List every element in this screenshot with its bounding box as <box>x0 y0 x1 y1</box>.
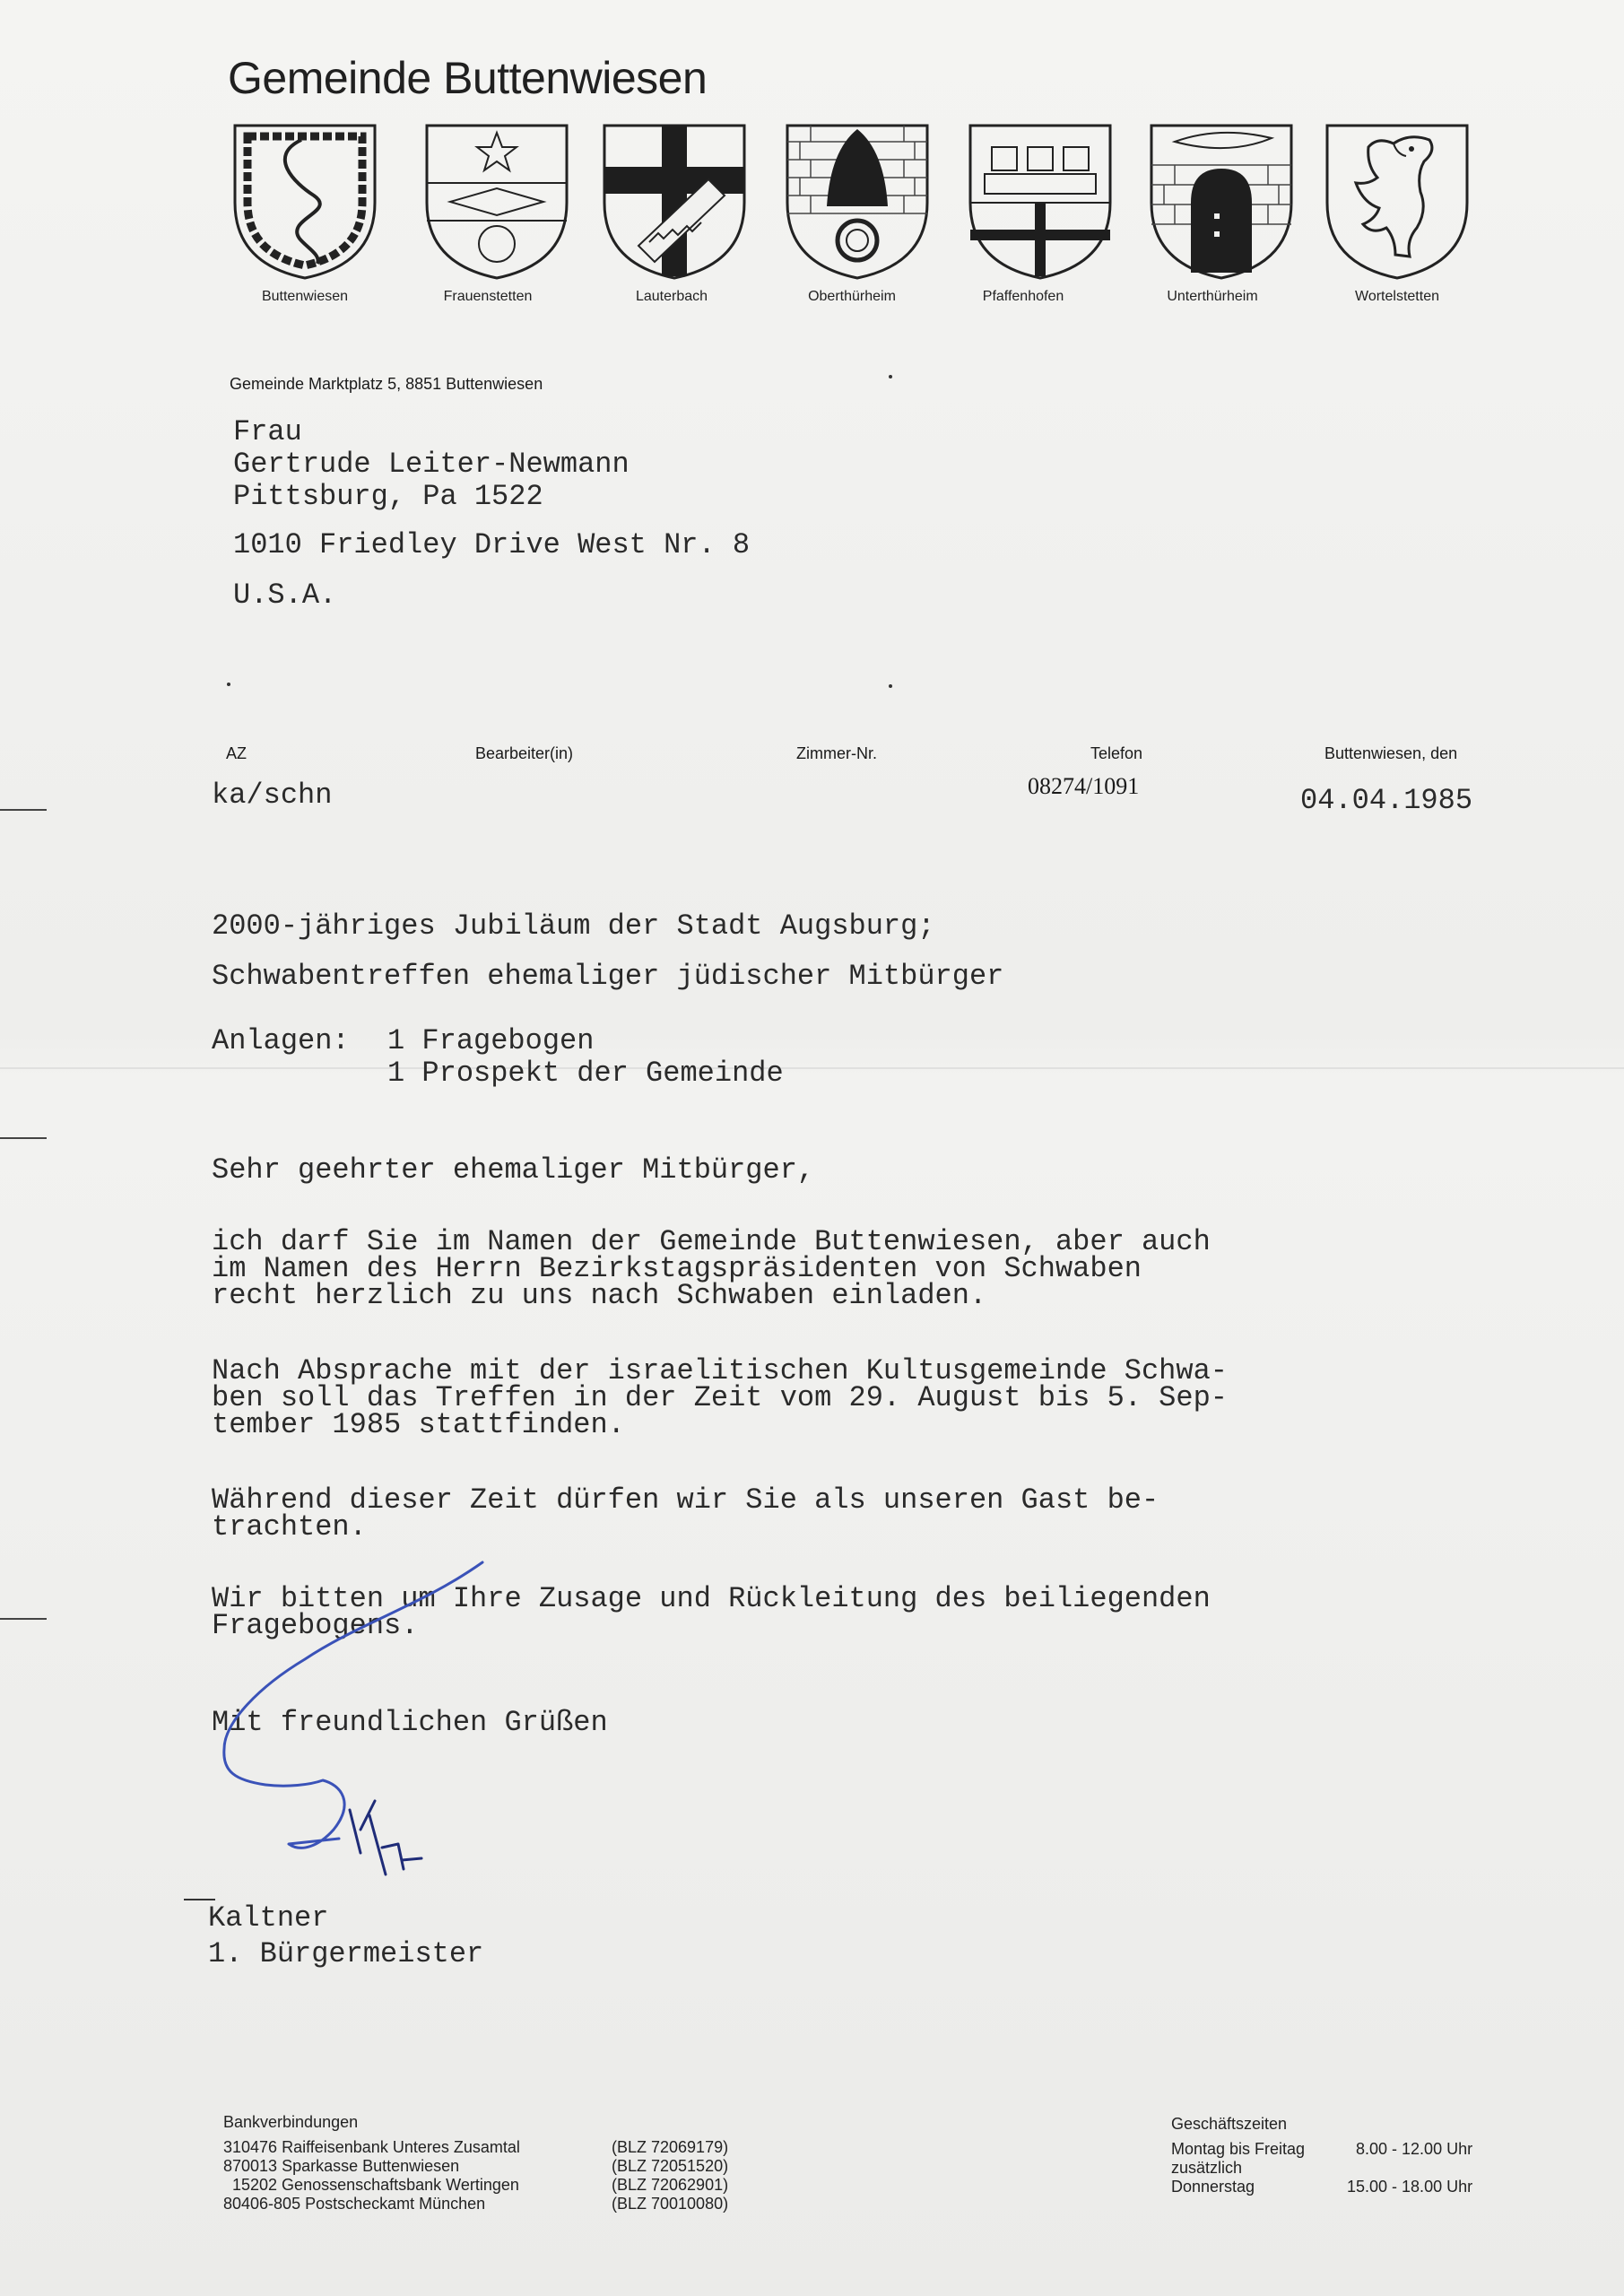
bank-account: 310476 Raiffeisenbank Unteres Zusamtal <box>223 2138 520 2156</box>
az-value: ka/schn <box>212 778 333 812</box>
hours-heading: Geschäftszeiten <box>1171 2115 1288 2133</box>
body-line: Fragebogens. <box>212 1609 419 1642</box>
crest-lauterbach-icon <box>601 120 748 282</box>
hours-note: zusätzlich <box>1171 2159 1243 2177</box>
bank-blz: (BLZ 72069179) <box>612 2138 729 2156</box>
recipient-salutation: Frau <box>233 415 302 448</box>
crest-wortelstetten-icon <box>1324 120 1471 282</box>
body-line: tember 1985 stattfinden. <box>212 1408 625 1441</box>
fold-line <box>0 1067 1624 1069</box>
bank-account: 870013 Sparkasse Buttenwiesen <box>223 2157 460 2175</box>
hours-time: 8.00 - 12.00 Uhr <box>1356 2140 1473 2158</box>
signatory-name: Kaltner <box>208 1901 329 1935</box>
body-line: Während dieser Zeit dürfen wir Sie als unseren Gast be- <box>212 1483 1159 1517</box>
body-line: Nach Absprache mit der israelitischen Kultusgemeinde Schwa- <box>212 1354 1228 1387</box>
bank-blz: (BLZ 72062901) <box>612 2176 729 2194</box>
body-line: Wir bitten um Ihre Zusage und Rückleitung des beiliegenden <box>212 1582 1211 1615</box>
window-mark <box>889 684 892 688</box>
attachment-item: 1 Prospekt der Gemeinde <box>387 1057 784 1090</box>
body-line: im Namen des Herrn Bezirkstagspräsidenten von Schwaben <box>212 1252 1142 1285</box>
crest-unterthuerheim-icon <box>1148 120 1295 282</box>
attachment-item: 1 Fragebogen <box>387 1024 595 1057</box>
recipient-city: Pittsburg, Pa 1522 <box>233 480 543 513</box>
crest-buttenwiesen-icon <box>231 120 378 282</box>
body-line: recht herzlich zu uns nach Schwaben einladen. <box>212 1279 987 1312</box>
telefon-value: 08274/1091 <box>1028 773 1140 799</box>
zimmer-label: Zimmer-Nr. <box>796 744 877 762</box>
crest-label: Unterthürheim <box>1167 289 1258 304</box>
crest-frauenstetten-icon <box>423 120 570 282</box>
az-label: AZ <box>226 744 248 762</box>
crest-label: Pfaffenhofen <box>982 289 1064 304</box>
crest-label: Wortelstetten <box>1355 289 1439 304</box>
telefon-label: Telefon <box>1090 744 1143 762</box>
date-value: 04.04.1985 <box>1300 784 1473 817</box>
recipient-street: 1010 Friedley Drive West Nr. 8 <box>233 528 751 561</box>
recipient-country: U.S.A. <box>233 578 337 612</box>
hours-days: Donnerstag <box>1171 2178 1255 2196</box>
hours-days: Montag bis Freitag <box>1171 2140 1306 2158</box>
body-line: ben soll das Treffen in der Zeit vom 29. August bis 5. Sep- <box>212 1381 1228 1414</box>
margin-mark <box>0 809 47 811</box>
body-line: ich darf Sie im Namen der Gemeinde Buttenwiesen, aber auch <box>212 1225 1211 1258</box>
crest-label: Buttenwiesen <box>261 289 349 304</box>
greeting: Sehr geehrter ehemaliger Mitbürger, <box>212 1153 815 1187</box>
body-line: trachten. <box>212 1510 367 1544</box>
bank-account: 15202 Genossenschaftsbank Wertingen <box>232 2176 519 2194</box>
bearbeiter-label: Bearbeiter(in) <box>475 744 574 762</box>
margin-mark <box>0 1137 47 1139</box>
bank-blz: (BLZ 70010080) <box>612 2195 729 2213</box>
crest-label: Oberthürheim <box>808 289 896 304</box>
organization-name: Gemeinde Buttenwiesen <box>228 53 708 103</box>
bank-account: 80406-805 Postscheckamt München <box>223 2195 486 2213</box>
crest-label: Lauterbach <box>635 289 708 304</box>
window-mark <box>227 683 230 686</box>
subject-line: Schwabentreffen ehemaliger jüdischer Mitbürger <box>212 960 1004 993</box>
crest-oberthuerheim-icon <box>784 120 931 282</box>
date-label: Buttenwiesen, den <box>1324 744 1458 762</box>
subject-line: 2000-jähriges Jubiläum der Stadt Augsburg; <box>212 909 935 943</box>
closing: Mit freundlichen Grüßen <box>212 1706 608 1739</box>
hours-time: 15.00 - 18.00 Uhr <box>1347 2178 1473 2196</box>
attachments-label: Anlagen: <box>212 1024 350 1057</box>
bank-blz: (BLZ 72051520) <box>612 2157 729 2175</box>
window-mark <box>889 375 892 378</box>
margin-mark <box>0 1618 47 1620</box>
bank-heading: Bankverbindungen <box>223 2113 359 2131</box>
signatory-title: 1. Bürgermeister <box>208 1937 484 1970</box>
sender-address-line: Gemeinde Marktplatz 5, 8851 Buttenwiesen <box>230 375 543 393</box>
crest-label: Frauenstetten <box>443 289 533 304</box>
crest-pfaffenhofen-icon <box>967 120 1114 282</box>
recipient-name: Gertrude Leiter-Newmann <box>233 448 630 481</box>
